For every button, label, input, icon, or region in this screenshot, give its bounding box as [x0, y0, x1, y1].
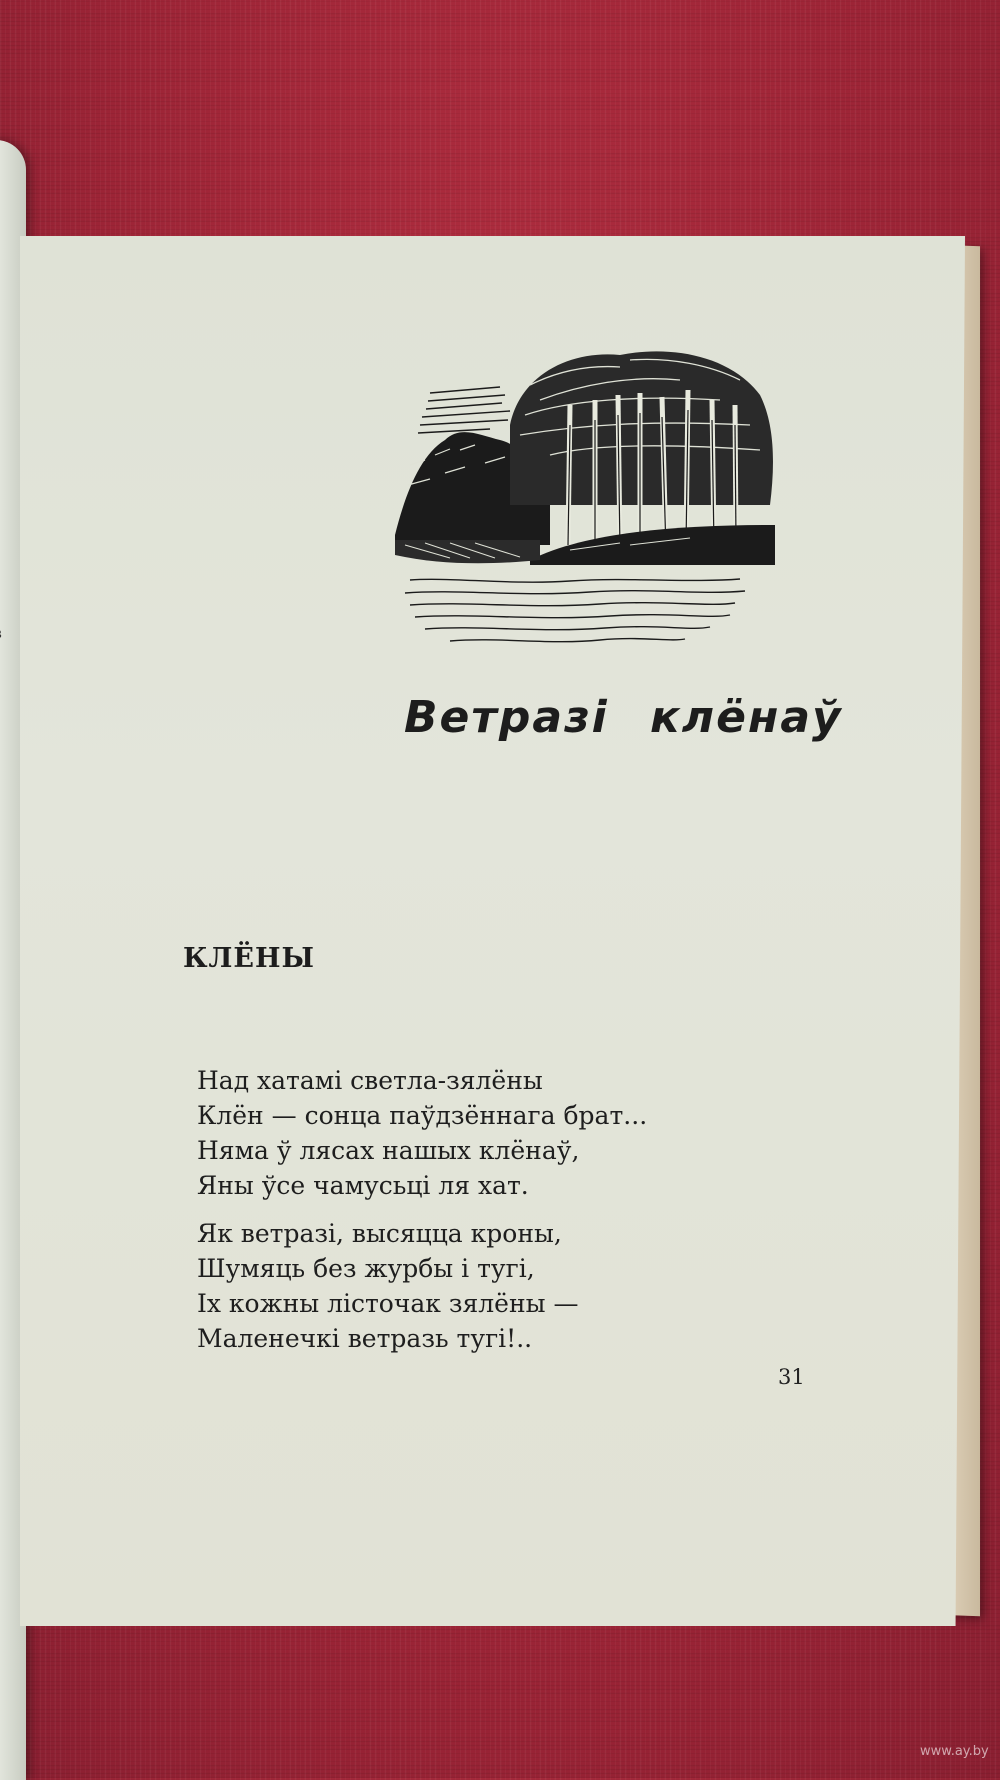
poem-line: Як ветразі, высяцца кроны, [197, 1219, 562, 1248]
poem-line: Яны ўсе чамусьці ля хат. [197, 1171, 529, 1200]
poem-line: Над хатамі светла-зялёны [197, 1066, 543, 1095]
poem-stanza [197, 1216, 578, 1356]
poem-line: Шумяць без журбы і тугі, [197, 1254, 535, 1283]
section-title: Ветразі клёнаў [404, 692, 843, 743]
watermark: www.ay.by [920, 1744, 989, 1759]
poem-stanza [197, 1063, 647, 1203]
poem-line: Іх кожны лісточак зялёны — [197, 1289, 579, 1318]
poem-line: Няма ў лясах нашых клёнаў, [197, 1136, 580, 1165]
woodcut-illustration [390, 345, 780, 650]
poem-line: Клён — сонца паўдзённага брат... [197, 1101, 648, 1130]
poem-line: Маленечкі ветразь тугі!.. [197, 1324, 533, 1353]
page-number: 31 [778, 1365, 805, 1389]
poem-title: КЛЁНЫ [183, 943, 315, 974]
